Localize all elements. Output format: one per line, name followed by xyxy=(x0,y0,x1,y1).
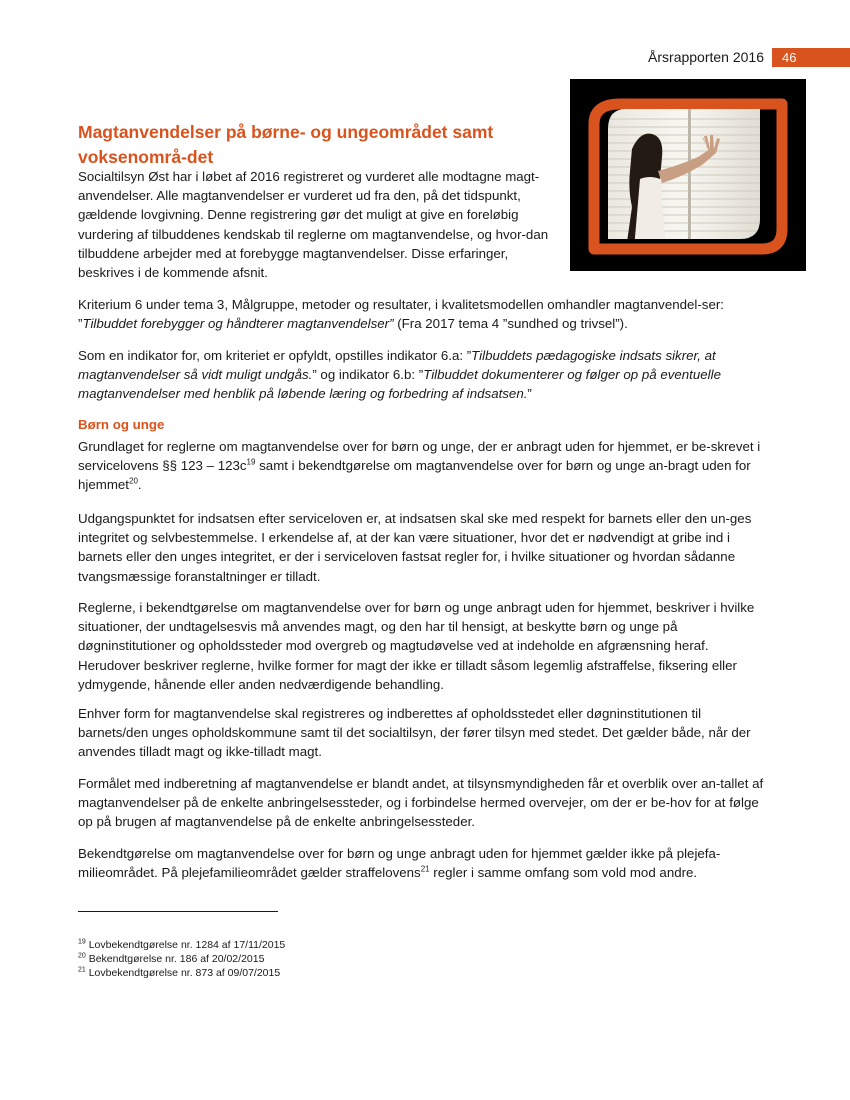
bekendt-text-2: regler i samme omfang som vold mod andre. xyxy=(429,865,698,881)
subheading-born-og-unge: Børn og unge xyxy=(78,417,165,432)
kriterium-text: Kriterium 6 under tema 3, Målgruppe, metoder og resultater, i kvalitetsmodellen omhandler magtanvendel-ser: ” xyxy=(78,297,724,332)
reglerne-paragraph: Reglerne, i bekendtgørelse om magtanvendelse over for børn og unge anbragt uden for hjemmet, beskriver i hvilke situationer, der undtagelsesvis må anvendes magt, og den har til hensigt, at beskytte børn og unge på døgninstitutioner og opholdssteder mod overgreb og magtudøvelse ved at indeholde en afgrænsning heraf. Herudover beskriver reglerne, hvilke former for magt der ikke er tilladt såsom legemlig afstraffelse, fiksering eller ydmygende, hånende eller anden nedværdigende behandling. xyxy=(78,600,755,692)
footnote-text: Lovbekendtgørelse nr. 873 af 09/07/2015 xyxy=(85,967,281,979)
report-title: Årsrapporten 2016 xyxy=(648,49,764,65)
indikator-text-after: ” xyxy=(527,386,532,402)
kriterium-paragraph xyxy=(78,295,768,333)
indikator-quote-a: Tilbuddets pædagogiske indsats sikrer, at magtanvendelser så vidt muligt undgås. xyxy=(78,348,716,383)
footnote-text: Lovbekendtgørelse nr. 1284 af 17/11/2015 xyxy=(85,939,286,951)
kriterium-text-after: (Fra 2017 tema 4 ”sundhed og trivsel”). xyxy=(393,316,628,332)
grundlag-text-3: . xyxy=(137,477,142,493)
intro-paragraph: Socialtilsyn Øst har i løbet af 2016 registreret og vurderet alle modtagne magt-anvendelser. Alle magtanvendelser er vurderet ud fra den, på det tidspunkt, gældende lovgivning. Denne registrering gør det muligt at give en foreløbig vurdering af tilbuddenes kendskab til reglerne om magtanvendelse, og hvor-dan tilbuddene arbejder med at forebygge magtanvendelser. Disse erfaringer, beskrives i de kommende afsnit. xyxy=(78,169,549,281)
footnote-21 xyxy=(78,966,280,980)
footnote-text: Bekendtgørelse nr. 186 af 20/02/2015 xyxy=(85,953,265,965)
footnote-number: 19 xyxy=(78,938,86,946)
footnote-number: 21 xyxy=(78,966,86,974)
woman-at-window-photo xyxy=(570,79,806,271)
footnote-19 xyxy=(78,938,285,952)
footnote-ref-21: 21 xyxy=(420,864,430,874)
indikator-text-middle: ” og indikator 6.b: ” xyxy=(312,367,424,383)
bekendt-text-1: Bekendtgørelse om magtanvendelse over for børn og unge anbragt uden for hjemmet gælder ikke på plejefa-milieområdet. På plejefamilieområdet gælder straffelovens xyxy=(78,846,721,881)
section-title: Magtanvendelser på børne- og ungeområdet samt voksenområ-det xyxy=(78,122,494,167)
indikator-paragraph xyxy=(78,346,768,404)
page-number: 46 xyxy=(772,48,850,67)
formaalet-paragraph: Formålet med indberetning af magtanvendelse er blandt andet, at tilsynsmyndigheden får et overblik over an-tallet af magtanvendelser på de enkelte anbringelsessteder, og i forbindelse hermed overvejer, om der er be-hov for at følge op på brugen af magtanvendelse på de enkelte anbringelsessteder. xyxy=(78,776,764,830)
udgangspunkt-paragraph: Udgangspunktet for indsatsen efter serviceloven er, at indsatsen skal ske med respekt for barnets eller den un-ges integritet og selvbestemmelse. I erkendelse af, at der kan være situationer, hvor det er nødvendigt at gribe ind i barnets eller den unges integritet, er der i serviceloven fastsat regler for, i hvilke situationer og hvordan sådanne tvangsmæssige foranstaltninger er tilladt. xyxy=(78,511,752,584)
page-header xyxy=(0,48,850,68)
kriterium-quote: Tilbuddet forebygger og håndterer magtanvendelser” xyxy=(82,316,394,332)
footnote-20 xyxy=(78,952,264,966)
indikator-quote-b: Tilbuddet dokumenterer og følger op på eventuelle magtanvendelser med henblik på løbende læring og forbedring af indsatsen. xyxy=(78,367,721,402)
grundlag-text-2: samt i bekendtgørelse om magtanvendelse over for børn og unge an-bragt uden for hjemmet xyxy=(78,458,751,493)
indikator-text: Som en indikator for, om kriteriet er opfyldt, opstilles indikator 6.a: ” xyxy=(78,348,472,363)
enhver-paragraph: Enhver form for magtanvendelse skal registreres og indberettes af opholdsstedet eller døgninstitutionen til barnets/den unges opholdskommune samt til det socialtilsyn, der fører tilsyn med stedet. Det gælder både, når der anvendes tilladt magt og ikke-tilladt magt. xyxy=(78,706,751,760)
bekendtgoerelse-paragraph xyxy=(78,844,768,882)
footnote-divider xyxy=(78,911,278,912)
footnote-number: 20 xyxy=(78,952,86,960)
footnote-ref-19: 19 xyxy=(246,457,256,467)
footnote-ref-20: 20 xyxy=(129,476,138,486)
grundlag-paragraph xyxy=(78,437,768,495)
grundlag-text-1: Grundlaget for reglerne om magtanvendelse over for børn og unge, der er anbragt uden for hjemmet, er be-skrevet i servicelovens §§ 123 – 123c xyxy=(78,439,761,474)
